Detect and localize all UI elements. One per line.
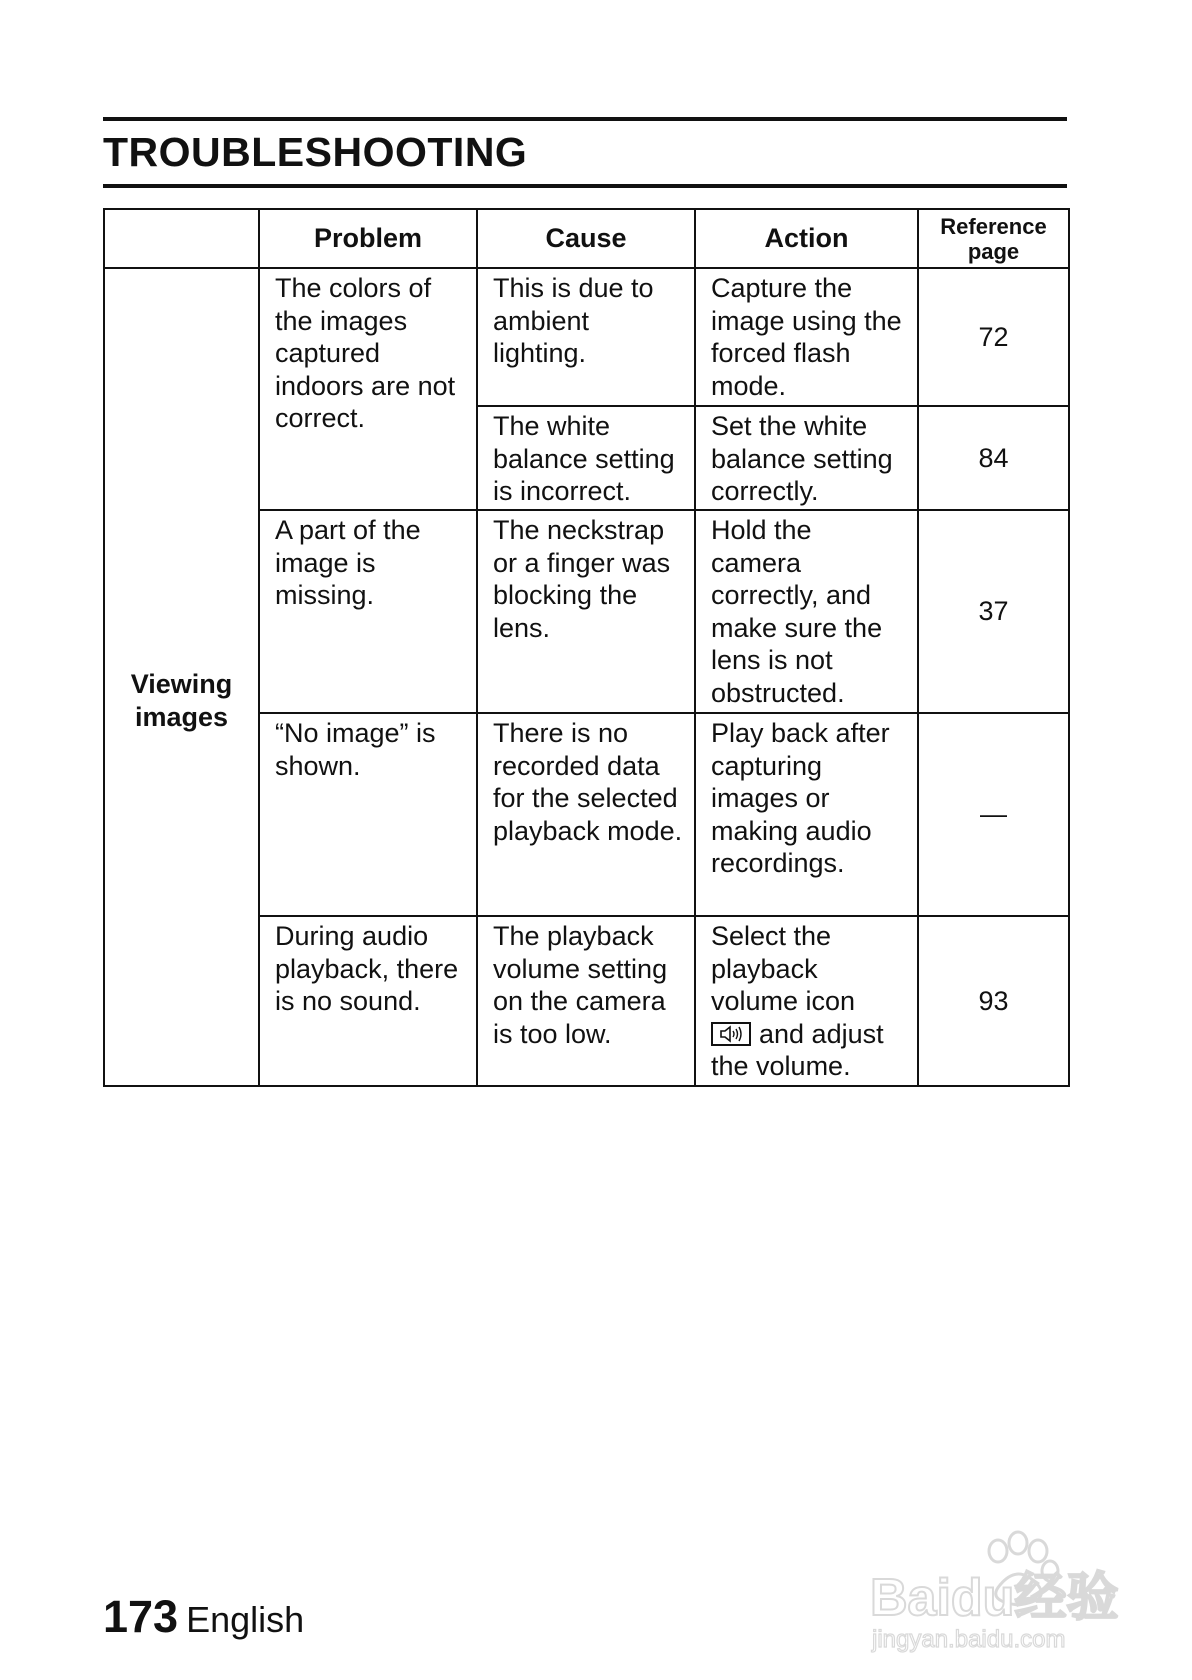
header-group bbox=[104, 209, 259, 268]
action-text-after-icon: and adjust the volume. bbox=[711, 1018, 884, 1081]
group-label: Viewing images bbox=[104, 268, 259, 1086]
cause-cell: The white balance setting is incorrect. bbox=[477, 406, 695, 510]
page-footer bbox=[103, 1591, 304, 1643]
header-rule-top bbox=[103, 117, 1067, 121]
reference-cell: 93 bbox=[918, 916, 1069, 1086]
action-text-before-icon: Select the playback volume icon bbox=[711, 921, 856, 1016]
action-cell: Set the white balance setting correctly. bbox=[695, 406, 918, 510]
problem-cell: “No image” is shown. bbox=[259, 713, 477, 916]
cause-cell: There is no recorded data for the selected playback mode. bbox=[477, 713, 695, 916]
header-action: Action bbox=[695, 209, 918, 268]
speaker-volume-icon bbox=[711, 1022, 751, 1046]
watermark-url: jingyan.baidu.com bbox=[872, 1626, 1066, 1653]
page-language: English bbox=[186, 1599, 305, 1640]
page-number: 173 bbox=[103, 1591, 179, 1642]
action-cell: Hold the camera correctly, and make sure the lens is not obstructed. bbox=[695, 510, 918, 713]
header-reference: Reference page bbox=[918, 209, 1069, 268]
cause-cell: The neckstrap or a finger was blocking the lens. bbox=[477, 510, 695, 713]
action-cell: Play back after capturing images or making audio recordings. bbox=[695, 713, 918, 916]
table-header-row bbox=[104, 209, 1069, 268]
cause-cell: The playback volume setting on the camera is too low. bbox=[477, 916, 695, 1086]
reference-cell: 84 bbox=[918, 406, 1069, 510]
action-cell: Capture the image using the forced flash mode. bbox=[695, 268, 918, 406]
reference-cell: 72 bbox=[918, 268, 1069, 406]
baidu-watermark bbox=[850, 1515, 1140, 1655]
table-row bbox=[104, 268, 1069, 406]
watermark-brand: Baidu经验 bbox=[870, 1569, 1119, 1627]
cause-cell: This is due to ambient lighting. bbox=[477, 268, 695, 406]
action-cell bbox=[695, 916, 918, 1086]
reference-cell: 37 bbox=[918, 510, 1069, 713]
troubleshooting-table bbox=[103, 208, 1070, 1087]
header-rule-bottom bbox=[103, 184, 1067, 188]
problem-cell: The colors of the images captured indoors are not correct. bbox=[259, 268, 477, 510]
page-title: TROUBLESHOOTING bbox=[103, 129, 528, 175]
header-cause: Cause bbox=[477, 209, 695, 268]
problem-cell: During audio playback, there is no sound. bbox=[259, 916, 477, 1086]
header-problem: Problem bbox=[259, 209, 477, 268]
baidu-paw-logo bbox=[850, 1515, 1140, 1655]
reference-cell: — bbox=[918, 713, 1069, 916]
problem-cell: A part of the image is missing. bbox=[259, 510, 477, 713]
